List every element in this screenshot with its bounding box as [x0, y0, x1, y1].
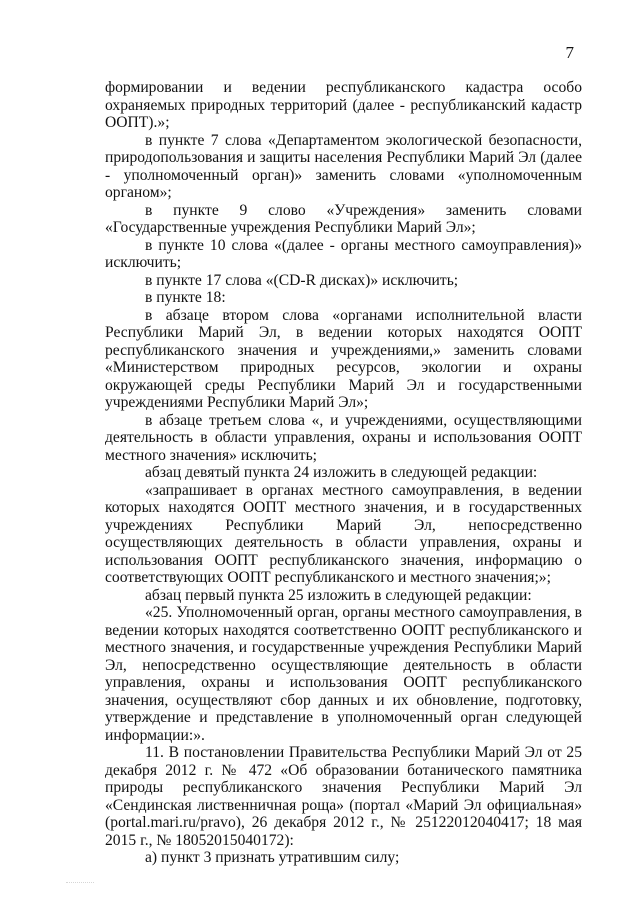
paragraph-point-18-second: в абзаце втором слова «органами исполнительной власти Республики Марий Эл, в ведении которых находятся ООПТ республиканского значения и учреждениями,» заменить словами «Министерством природных ресурсов, экологии и охраны окружающей среды Республики Марий Эл и государственными учреждениями Республики Марий Эл»; [105, 306, 582, 411]
paragraph-point-18-third: в абзаце третьем слова «, и учреждениями, осуществляющими деятельность в области управления, охраны и использования ООПТ местного значения» исключить; [105, 411, 582, 464]
footer-mark [66, 882, 94, 884]
paragraph-continuation: формировании и ведении республиканского кадастра особо охраняемых природных территорий (далее - республиканский кадастр ООПТ).»; [105, 79, 582, 131]
paragraph-section-11-a: а) пункт 3 признать утратившим силу; [145, 849, 400, 866]
paragraph-point-17: в пункте 17 слова «(CD-R дисках)» исключить; [145, 271, 459, 289]
paragraph-point-25-intro: абзац первый пункта 25 изложить в следующей редакции: [145, 586, 532, 604]
page-number: 7 [565, 43, 574, 62]
paragraph-point-25-text: «25. Уполномоченный орган, органы местного самоуправления, в ведении которых находятся соответственно ООПТ республиканского и местного значения, и государственные учреждения Республики Марий Эл, непосредственно осуществляющие деятельность в области управления, охраны и использования ООПТ республиканского значения, осуществляют сбор данных и их обновление, подготовку, утверждение и представление в уполномоченный орган следующей информации:». [105, 604, 582, 744]
paragraph-point-9: в пункте 9 слово «Учреждения» заменить словами «Государственные учреждения Республики Марий Эл»; [105, 201, 582, 236]
document-body [105, 79, 582, 867]
paragraph-section-11: 11. В постановлении Правительства Республики Марий Эл от 25 декабря 2012 г. № 472 «Об образовании ботанического памятника природы республиканского значения Республики Марий Эл «Сендинская лиственничная роща» (портал «Марий Эл официальная» (portal.mari.ru/pravo), 26 декабря 2012 г., № 25122012040417; 18 мая 2015 г., № 18052015040172): [105, 744, 582, 849]
paragraph-point-10: в пункте 10 слова «(далее - органы местного самоуправления)» исключить; [105, 236, 582, 271]
paragraph-point-18: в пункте 18: [145, 289, 226, 306]
paragraph-point-24-intro: абзац девятый пункта 24 изложить в следующей редакции: [145, 464, 538, 481]
paragraph-point-7: в пункте 7 слова «Департаментом экологической безопасности, природопользования и защиты населения Республики Марий Эл (далее - уполномоченный орган)» заменить словами «уполномоченным органом»; [105, 131, 582, 201]
paragraph-point-24-text: «запрашивает в органах местного самоуправления, в ведении которых находятся ООПТ местного значения, и в государственных учреждениях Республики Марий Эл, непосредственно осуществляющих деятельность в области управления, охраны и использования ООПТ республиканского значения, информацию о соответствующих ООПТ республиканского и местного значения;»; [105, 481, 582, 586]
